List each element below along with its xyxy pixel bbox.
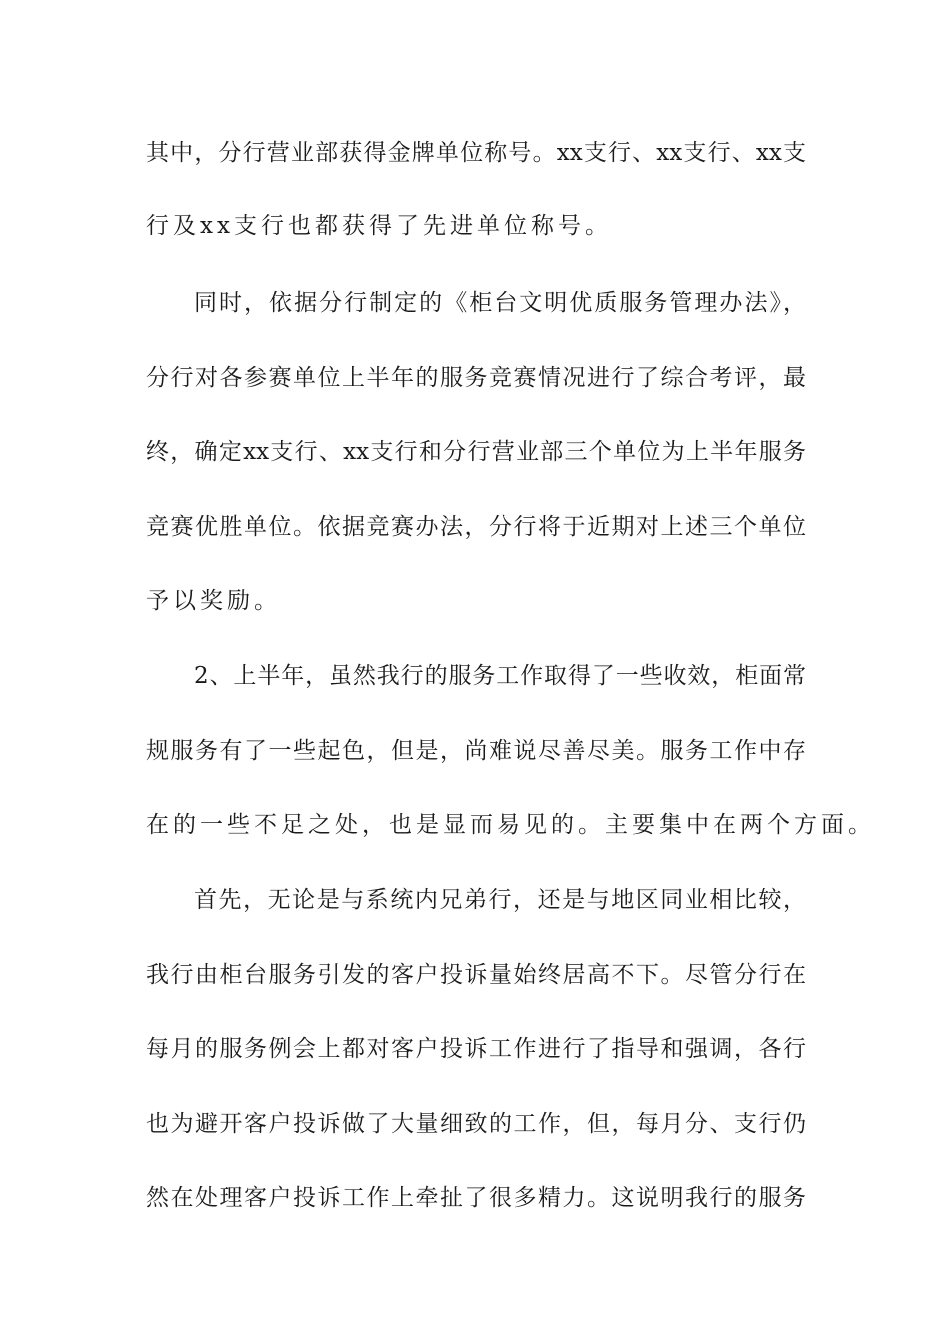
paragraph-4-line-2: 我行由柜台服务引发的客户投诉量始终居高不下。尽管分行在 <box>146 962 806 988</box>
paragraph-3-line-2: 规服务有了一些起色，但是，尚难说尽善尽美。服务工作中存 <box>146 738 806 764</box>
paragraph-2-line-3: 终，确定xx支行、xx支行和分行营业部三个单位为上半年服务 <box>146 439 806 465</box>
paragraph-1-line-2: 行及xx支行也都获得了先进单位称号。 <box>146 213 612 239</box>
paragraph-4-line-5: 然在处理客户投诉工作上牵扯了很多精力。这说明我行的服务 <box>146 1185 806 1211</box>
paragraph-1-line-1: 其中，分行营业部获得金牌单位称号。xx支行、xx支行、xx支 <box>146 140 806 166</box>
paragraph-2-line-5: 予以奖励。 <box>146 588 281 614</box>
paragraph-4-line-4: 也为避开客户投诉做了大量细致的工作，但，每月分、支行仍 <box>146 1111 806 1137</box>
paragraph-3-line-1: 2、上半年，虽然我行的服务工作取得了一些收效，柜面常 <box>194 663 806 689</box>
paragraph-4-line-3: 每月的服务例会上都对客户投诉工作进行了指导和强调，各行 <box>146 1036 806 1062</box>
paragraph-4-line-1: 首先，无论是与系统内兄弟行，还是与地区同业相比较， <box>194 887 806 913</box>
paragraph-3-line-3: 在的一些不足之处，也是显而易见的。主要集中在两个方面。 <box>146 812 875 838</box>
paragraph-2-line-1: 同时，依据分行制定的《柜台文明优质服务管理办法》， <box>194 290 806 316</box>
paragraph-2-line-4: 竞赛优胜单位。依据竞赛办法，分行将于近期对上述三个单位 <box>146 514 806 540</box>
paragraph-2-line-2: 分行对各参赛单位上半年的服务竞赛情况进行了综合考评，最 <box>146 365 806 391</box>
